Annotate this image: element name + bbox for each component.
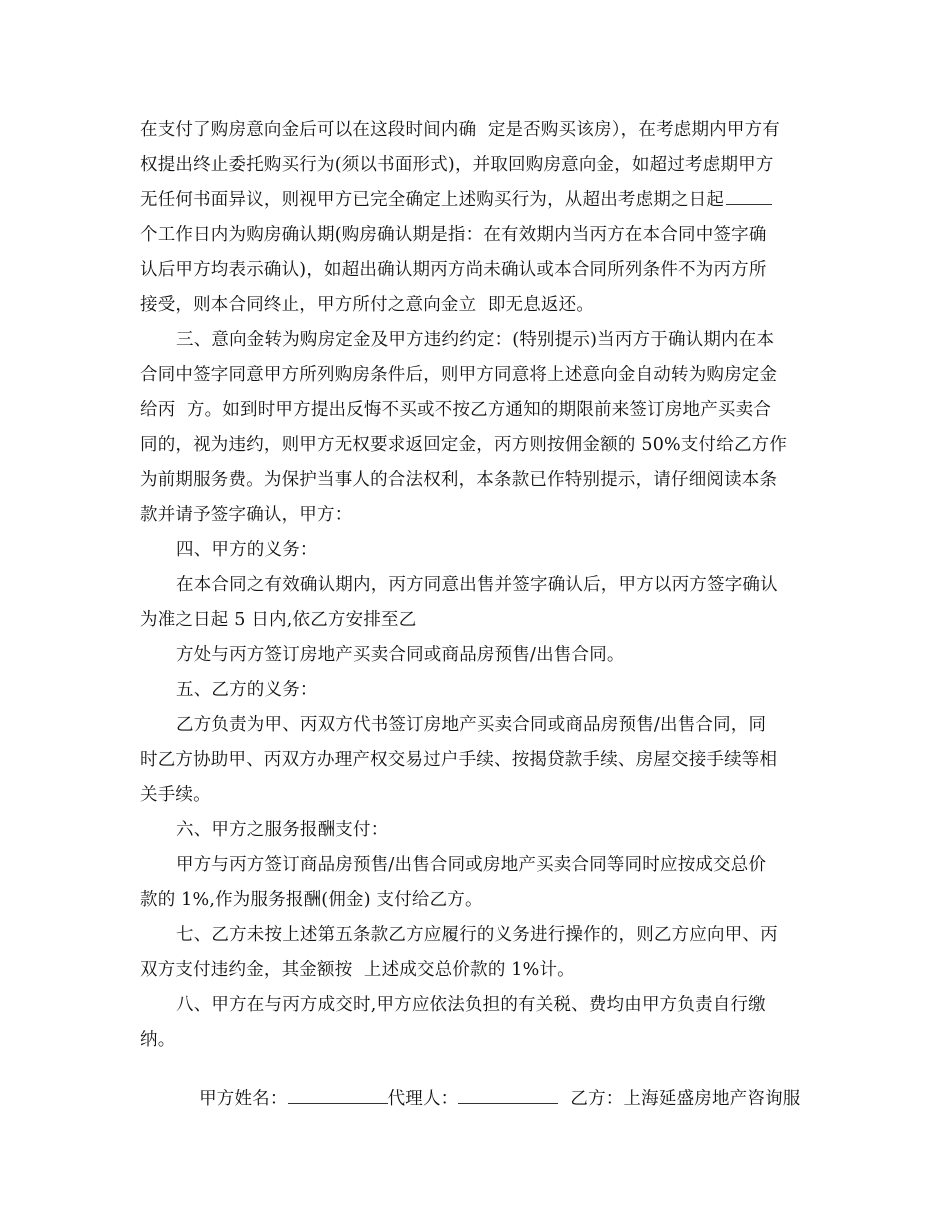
section-heading: 六、甲方之服务报酬支付： (176, 820, 389, 840)
signature-line (176, 1063, 800, 1135)
fill-in-blank (726, 190, 772, 205)
section-heading: 五、乙方的义务： (176, 680, 318, 700)
party-a-name-blank (288, 1089, 388, 1104)
paragraph-line: 纳。 (140, 1030, 176, 1050)
paragraph-line: 在支付了购房意向金后可以在这段时间内确 定是否购买该房），在考虑期内甲方有 (140, 120, 780, 140)
paragraph-text: 无任何书面异议，则视甲方已完全确定上述购买行为，从超出考虑期之日起 (140, 190, 725, 210)
section-heading-line: 七、乙方未按上述第五条款乙方应履行的义务进行操作的，则乙方应向甲、丙 (176, 925, 778, 945)
paragraph-line: 款并请予签字确认，甲方： (140, 505, 353, 525)
section-heading-line: 八、甲方在与丙方成交时,甲方应依法负担的有关税、费均由甲方负责自行缴 (176, 995, 766, 1015)
paragraph-line: 在本合同之有效确认期内，丙方同意出售并签字确认后，甲方以丙方签字确认 (176, 575, 778, 595)
paragraph-line: 给丙 方。如到时甲方提出反悔不买或不按乙方通知的期限前来签订房地产买卖合 (140, 400, 772, 420)
paragraph-line: 双方支付违约金，其金额按 上述成交总价款的 1%计。 (140, 960, 575, 980)
paragraph-line (140, 188, 772, 212)
paragraph-line: 接受，则本合同终止，甲方所付之意向金立 即无息返还。 (140, 295, 595, 315)
party-a-name-label: 甲方姓名： (199, 1089, 288, 1109)
paragraph-line: 乙方负责为甲、丙双方代书签订房地产买卖合同或商品房预售/出售合同，同 (176, 715, 767, 735)
paragraph-line: 关手续。 (140, 785, 211, 805)
section-heading-line: 三、意向金转为购房定金及甲方违约约定：(特别提示)当丙方于确认期内在本 (176, 330, 775, 350)
agent-blank (458, 1089, 558, 1104)
paragraph-line: 个工作日内为购房确认期(购房确认期是指：在有效期内当丙方在本合同中签字确 (140, 225, 767, 245)
paragraph-line: 为准之日起 5 日内,依乙方安排至乙 (140, 610, 417, 630)
party-b-label: 乙方：上海延盛房地产咨询服 (570, 1089, 801, 1109)
paragraph-line: 认后甲方均表示确认)，如超出确认期丙方尚未确认或本合同所列条件不为丙方所 (140, 260, 767, 280)
paragraph-line: 方处与丙方签订房地产买卖合同或商品房预售/出售合同。 (176, 645, 625, 665)
paragraph-line: 为前期服务费。为保护当事人的合法权利，本条款已作特别提示，请仔细阅读本条 (140, 470, 778, 490)
paragraph-line: 权提出终止委托购买行为(须以书面形式)，并取回购房意向金，如超过考虑期甲方 (140, 155, 774, 175)
paragraph-line: 时乙方协助甲、丙双方办理产权交易过户手续、按揭贷款手续、房屋交接手续等相 (140, 750, 778, 770)
paragraph-line: 同的，视为违约，则甲方无权要求返回定金，丙方则按佣金额的 50%支付给乙方作 (140, 435, 788, 455)
paragraph-line: 甲方与丙方签订商品房预售/出售合同或房地产买卖合同等同时应按成交总价 (176, 855, 767, 875)
section-heading: 四、甲方的义务： (176, 540, 318, 560)
paragraph-line: 款的 1%,作为服务报酬(佣金) 支付给乙方。 (140, 890, 483, 910)
paragraph-line: 合同中签字同意甲方所列购房条件后，则甲方同意将上述意向金自动转为购房定金 (140, 365, 778, 385)
agent-label: 代理人： (387, 1089, 459, 1109)
